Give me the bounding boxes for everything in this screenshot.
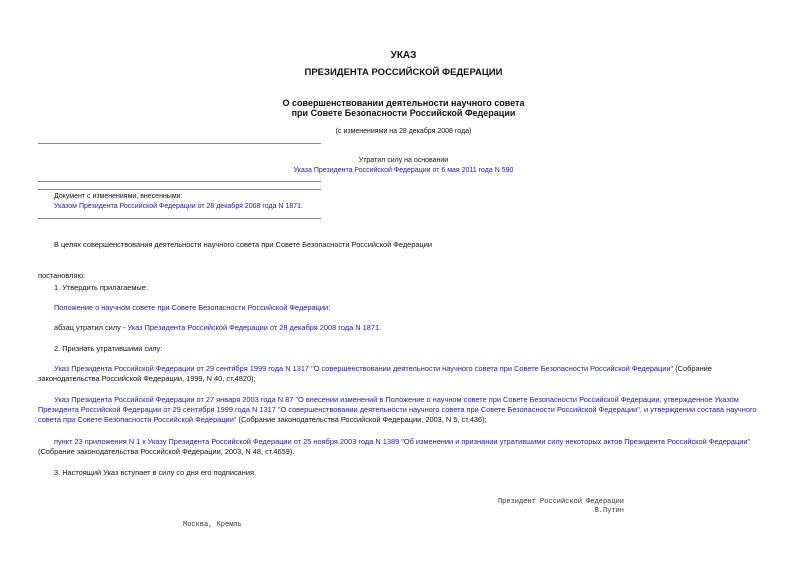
divider bbox=[38, 143, 321, 144]
repealed-ref-1-source: (Собрание законодательства Российской Федерации, 1999, N 40, ст.4820); bbox=[38, 364, 712, 383]
repealed-ref-2-source: (Собрание законодательства Российской Федерации, 2003, N 5, ст.436); bbox=[236, 415, 487, 424]
document-title-line1: О совершенствовании деятельности научного совета bbox=[282, 98, 525, 108]
lost-force-suffix: . bbox=[379, 323, 382, 332]
changes-label: Документ с изменениями, внесенными: bbox=[54, 193, 183, 200]
preamble: В целях совершенствования деятельности научного совета при Совете Безопасности Российской Федерации bbox=[54, 240, 432, 249]
item-1: 1. Утвердить прилагаемые: bbox=[54, 283, 148, 292]
lost-force-paragraph bbox=[54, 323, 381, 333]
document-type: УКАЗ bbox=[390, 50, 417, 61]
repealed-ref-3 bbox=[38, 437, 771, 457]
repealed-ref-3-link[interactable]: пункт 23 приложения N 1 к Указу Президента Российской Федерации от 25 ноября 2003 года N 1389 "Об изменении и признании утратившими силу некоторых актов Президента Российской Федерации" bbox=[54, 437, 751, 446]
item-2: 2. Признать утратившими силу: bbox=[54, 344, 163, 353]
changes-link[interactable]: Указом Президента Российской Федерации от 28 декабря 2008 года N 1871. bbox=[54, 203, 303, 210]
lost-force-prefix: абзац утратил силу - bbox=[54, 323, 128, 332]
divider bbox=[38, 218, 321, 219]
item-3: 3. Настоящий Указ вступает в силу со дня его подписания. bbox=[54, 468, 257, 477]
amendment-note: (с изменениями на 28 декабря 2008 года) bbox=[335, 128, 472, 135]
lost-force-link[interactable]: Указ Президента Российской Федерации от 28 декабря 2008 года N 1871 bbox=[127, 323, 380, 332]
decree-word: постановляю: bbox=[38, 271, 86, 280]
signatory-position: Президент Российской Федерации bbox=[497, 498, 624, 506]
repealed-ref-2 bbox=[38, 395, 771, 425]
divider bbox=[38, 181, 321, 182]
signatory-name: В.Путин bbox=[594, 507, 624, 515]
repealed-ref-3-source: (Собрание законодательства Российской Федерации, 2003, N 48, ст.4659). bbox=[38, 447, 295, 456]
document-title-line2: при Совете Безопасности Российской Федерации bbox=[291, 108, 516, 118]
invalid-basis-link[interactable]: Указа Президента Российской Федерации от 6 мая 2011 года N 590 bbox=[293, 167, 514, 174]
repealed-ref-2-link[interactable]: Указ Президента Российской Федерации от 27 января 2003 года N 87 "О внесении изменений в Положение о научном совете при Совете Безопасности Российской Федерации, утвержденное Указом Президента Российской Федерации от 29 сентября 1999 года N 1317 "О совершенствовании деятельности научного совета при Совете Безопасности Российской Федерации", и утверждении состава научного совета при Совете Безопасности Российской Федерации" bbox=[38, 395, 757, 424]
repealed-ref-1-link[interactable]: Указ Президента Российской Федерации от 29 сентября 1999 года N 1317 "О совершенствовании деятельности научного совета при Совете Безопасности Российской Федерации" bbox=[54, 364, 674, 373]
issuer: ПРЕЗИДЕНТА РОССИЙСКОЙ ФЕДЕРАЦИИ bbox=[304, 67, 503, 78]
invalid-label: Утратил силу на основании bbox=[358, 157, 449, 164]
repealed-ref-1 bbox=[38, 364, 768, 384]
signing-place: Москва, Кремль bbox=[183, 521, 242, 529]
divider bbox=[38, 189, 321, 190]
regulation-link[interactable]: Положение о научном совете при Совете Безопасности Российской Федерации; bbox=[54, 303, 331, 312]
